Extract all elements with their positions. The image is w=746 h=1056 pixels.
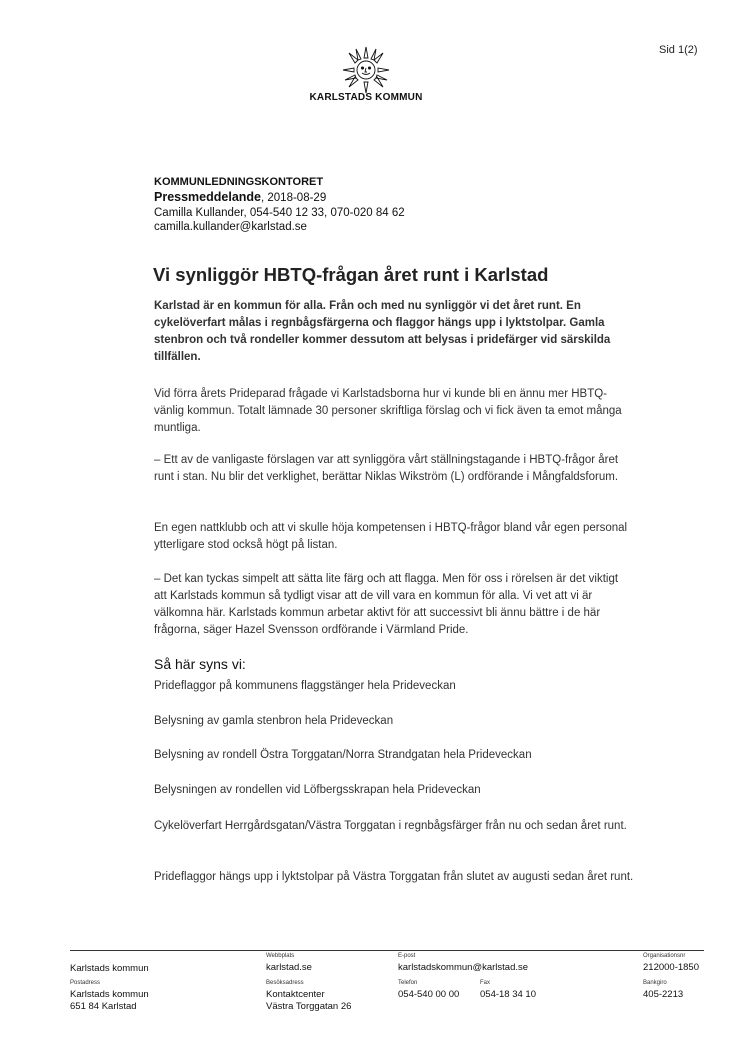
paragraph: Vid förra årets Prideparad frågade vi Karlstadsborna hur vi kunde bli en ännu mer HBTQ-vänlig kommun. Totalt lämnade 30 personer skriftliga förslag och vi fick även ta emot många muntliga. bbox=[154, 388, 622, 434]
footer-divider bbox=[70, 950, 704, 951]
footer-web-link[interactable]: karlstad.se bbox=[266, 962, 312, 973]
footer-orgnr-label: Organisationsnr bbox=[643, 953, 686, 959]
date: , 2018-08-29 bbox=[261, 192, 327, 204]
list-item: Belysningen av rondellen vid Löfbergsskrapan hela Prideveckan bbox=[154, 784, 481, 796]
paragraph: – Det kan tyckas simpelt att sätta lite färg och att flagga. Men för oss i rörelsen är det viktigt att Karlstads kommun så tydligt visar att de vill vara en kommun för alla. Vi vet att vi är välkomna här. Karlstads kommun arbetar aktivt för att successivt bli ännu bättre i de här frågorna, säger Hazel Svensson ordförande i Värmland Pride. bbox=[154, 573, 619, 636]
footer-visit-line2: Västra Torggatan 26 bbox=[266, 1001, 352, 1012]
list-item: Prideflaggor hängs upp i lyktstolpar på Västra Torggatan från slutet av augusti sedan året runt. bbox=[154, 871, 634, 883]
footer-postal-label: Postadress bbox=[70, 980, 101, 986]
footer-visit-label: Besöksadress bbox=[266, 980, 304, 986]
page-number: Sid 1(2) bbox=[659, 44, 698, 56]
paragraph: En egen nattklubb och att vi skulle höja kompetensen i HBTQ-frågor bland vår egen personal ytterligare stod också högt på listan. bbox=[154, 522, 628, 551]
press-line bbox=[154, 190, 326, 205]
headline: Vi synliggör HBTQ-frågan året runt i Karlstad bbox=[153, 264, 549, 285]
footer-phone: 054-540 00 00 bbox=[398, 989, 460, 1000]
list-item: Belysning av rondell Östra Torggatan/Norra Strandgatan hela Prideveckan bbox=[154, 749, 532, 761]
footer-web-label: Webbplats bbox=[266, 953, 295, 959]
lead-paragraph: Karlstad är en kommun för alla. Från och med nu synliggör vi det året runt. En cykelöverfart målas i regnbågsfärgerna och flaggor hängs upp i lyktstolpar. Gamla stenbron och två rondeller kommer dessutom att belysas i pridefärger vid särskilda tillfällen. bbox=[154, 300, 611, 363]
department: KOMMUNLEDNINGSKONTORET bbox=[154, 176, 324, 188]
footer-fax-label: Fax bbox=[480, 980, 491, 986]
footer-bankgiro-label: Bankgiro bbox=[643, 980, 667, 986]
contact-line: Camilla Kullander, 054-540 12 33, 070-020 84 62 bbox=[154, 207, 405, 219]
paragraph: – Ett av de vanligaste förslagen var att synliggöra vårt ställningstagande i HBTQ-frågor året runt i stan. Nu blir det verklighet, berättar Niklas Wikström (L) ordförande i Mångfaldsforum. bbox=[154, 454, 619, 483]
footer-email-label: E-post bbox=[398, 953, 416, 959]
footer-postal-line1: Karlstads kommun bbox=[70, 989, 149, 1000]
footer-fax: 054-18 34 10 bbox=[480, 989, 536, 1000]
footer-bankgiro: 405-2213 bbox=[643, 989, 684, 1000]
subheading: Så här syns vi: bbox=[154, 656, 246, 672]
sun-face-icon bbox=[340, 44, 392, 94]
footer-phone-label: Telefon bbox=[398, 980, 418, 986]
footer-orgnr: 212000-1850 bbox=[643, 962, 699, 973]
footer-name: Karlstads kommun bbox=[70, 963, 149, 974]
doc-type: Pressmeddelande bbox=[154, 190, 261, 204]
list-item: Belysning av gamla stenbron hela Prideveckan bbox=[154, 715, 394, 727]
list-item: Cykelöverfart Herrgårdsgatan/Västra Torggatan i regnbågsfärger från nu och sedan året runt. bbox=[154, 820, 627, 832]
footer-email-link[interactable]: karlstadskommun@karlstad.se bbox=[398, 962, 529, 973]
org-name: KARLSTADS KOMMUN bbox=[309, 92, 423, 103]
contact-email: camilla.kullander@karlstad.se bbox=[154, 221, 307, 233]
list-item: Prideflaggor på kommunens flaggstänger hela Prideveckan bbox=[154, 680, 456, 692]
footer-visit-line1: Kontaktcenter bbox=[266, 989, 325, 1000]
footer-postal-line2: 651 84 Karlstad bbox=[70, 1001, 137, 1012]
